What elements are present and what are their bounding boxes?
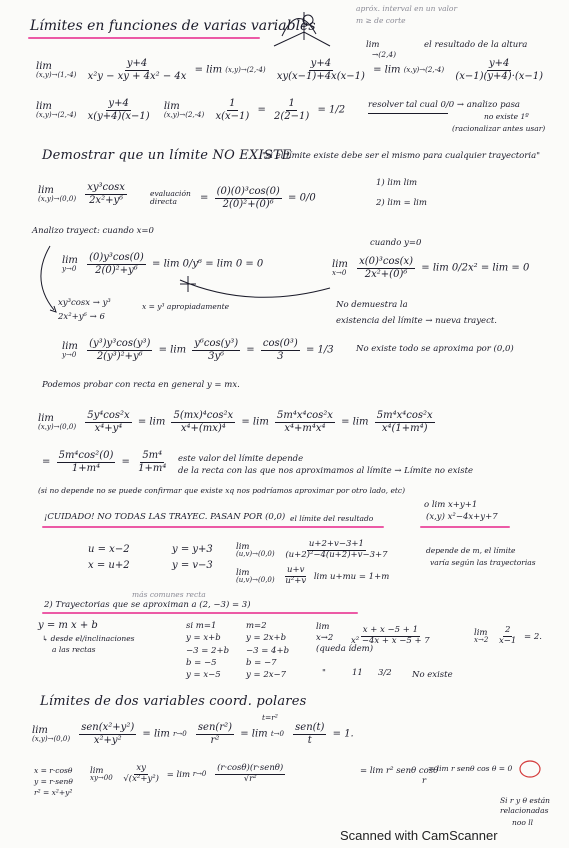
u2-eq: x = u+2 — [88, 560, 130, 571]
recta-comment1: este valor del límite depende — [178, 454, 304, 464]
trayect-col2: m=2 y = 2x+b −3 = 4+b b = −7 y = 2x−7 — [246, 621, 290, 681]
trayect-rectas: a las rectas — [52, 645, 96, 654]
arrow-note2: 2x²+y⁶ → 6 — [58, 312, 105, 322]
trayect-three-half: 3/2 — [378, 668, 392, 678]
noexiste-eval: lim (x,y)→(0,0) $\frac{\text{xy³cosx}}{\text{2x²+y⁶}}$ — [38, 182, 125, 206]
noexiste-quote: "si el límite existe debe ser el mismo para cualquier trayectoria" — [262, 151, 541, 161]
recta-lims: lim (x,y)→(0,0) $\frac{\text{5y⁴cos²x}}{\text{x⁴+y⁴}}$ = lim $\frac{\text{5(mx)⁴cos²x}}{\text{x⁴+(mx)⁴}}$ = lim $\frac{\text{5m⁴x⁴cos²x}}{\text{x⁴+m⁴x⁴}}$ = lim $\frac{\text{5m⁴x⁴cos²x}}{\text{x⁴(1+m⁴)}}$ — [38, 410, 433, 434]
list-1: 1) lim lim — [376, 178, 418, 188]
trayect-side-lim: lim x→2 $\frac{2}{x-1}$ = 2. — [474, 625, 542, 646]
cuidado-heading: ¡CUIDADO! NO TODAS LAS TRAYEC. PASAN POR (0,0) — [44, 512, 286, 522]
list-2: 2) lim = lim — [376, 198, 427, 208]
cuidado-heading2: el límite del resultado — [290, 514, 374, 523]
polares-side2: relacionadas — [500, 806, 549, 815]
traj-label: Analizo trayect: cuando x=0 — [32, 226, 154, 236]
circle-mark-icon — [520, 760, 544, 778]
eval-note: evaluación directa — [150, 189, 191, 207]
ex1-note2: no existe 1º — [484, 112, 529, 121]
no-demuestra: No demuestra la — [336, 300, 408, 310]
ex1-row2: lim (x,y)→(2,-4) $\frac{y+4}{x(y+4)(x-1)}$ lim (x,y)→(2,-4) $\frac{1}{x(x-1)}$ = $\frac{1}{2(2-1)}$ = 1/2 — [36, 98, 346, 122]
cuidado-side1: o lim x+y+1 — [424, 500, 478, 510]
trayect-no-existe: No existe — [412, 670, 453, 680]
recta-comment2: de la recta con las que nos aproximamos al límite → Límite no existe — [178, 466, 474, 476]
cuidado-lim2: lim (u,v)→(0,0) $\frac{u+v}{\text{u²+v}}$ lim u+mu = 1+m — [236, 565, 390, 586]
cuidado-side-underline — [420, 526, 510, 528]
v2-eq: y = v−3 — [172, 560, 213, 571]
polares-side3: noo ll — [512, 818, 534, 827]
ex1-row1: lim (x,y)→(1,-4) $\frac{y+4}{\text{x²y − xy + 4x² − 4x}}$ = lim (x,y)→(2,-4) $\frac{y+4}{xy(x-1)+4x(x-1)}$ = lim (x,y)→(2,-4) $\frac{y+4}{(x-1)(y+4)\cdot(x-1)}$ — [36, 58, 544, 82]
ex1-note1: resolver tal cual 0/0 → analizo pasa — [368, 100, 521, 110]
polares-heading: Límites de dos variables coord. polares — [40, 694, 307, 709]
traj2: lim x→0 $\frac{\text{x(0)³cos(x)}}{\text{2x²+(0)⁶}}$ = lim 0/2x² = lim = 0 — [332, 256, 530, 280]
trayect-top-note: más comunes recta — [132, 590, 206, 599]
surface-sketch-icon — [268, 6, 338, 52]
recta-note: (si no depende no se puede confirmar que existe xq nos podríamos aproximar por otro lado, etc) — [38, 486, 406, 495]
trayect-ii: 11 — [352, 668, 363, 678]
sust-note: x = y³ apropiadamente — [142, 302, 230, 311]
scanner-watermark: Scanned with CamScanner — [340, 828, 498, 843]
no-existe-note: No existe todo se aproxima por (0,0) — [356, 344, 514, 354]
polares-res-den: r — [422, 776, 427, 786]
ex1-note-underline — [368, 113, 448, 114]
top-note-2: m ≥ de corte — [356, 16, 406, 25]
trayect-col1: si m=1 y = x+b −3 = 2+b b = −5 y = x−5 — [186, 621, 230, 681]
polares-t-eq: t=r² — [262, 713, 278, 722]
u-eq: u = x−2 — [88, 544, 130, 555]
polares-side1: Si r y θ están — [500, 796, 551, 805]
polares-vars: x = r·cosθ y = r·senθ r² = x²+y² — [34, 766, 73, 797]
noexiste-heading: Demostrar que un límite NO EXISTE — [42, 148, 292, 163]
cuidado-side2: (x,y) x²−4x+y+7 — [426, 512, 498, 522]
top-note-3: lim — [366, 40, 380, 50]
v-eq: y = y+3 — [172, 544, 213, 555]
existencia: existencia del límite → nueva trayect. — [336, 316, 497, 326]
traj1: lim y→0 $\frac{\text{(0)y³cos(0)}}{\text{2(0)²+y⁶}}$ = lim 0/y⁶ = lim 0 = 0 — [62, 252, 264, 276]
trayect-yeq: y = m x + b — [38, 620, 98, 631]
cuando-y: cuando y=0 — [370, 238, 422, 248]
depende1: depende de m, el límite — [426, 546, 516, 555]
cuidado-lim1: lim (u,v)→(0,0) $\frac{u+2+v-3+1}{\text{(u+2)²−4(u+2)+v−3+7}}$ — [236, 539, 388, 560]
polares-final: = lim r senθ cos θ = 0 — [428, 764, 513, 773]
top-note-1: apróx. interval en un valor — [356, 4, 458, 13]
polares-lim1: lim (x,y)→(0,0) $\frac{\text{sen(x²+y²)}}{\text{x²+y²}}$ = lim r→0 $\frac{\text{sen(r²)}}{\text{r²}}$ = lim t→0 $\frac{\text{sen(t)}}{t}$ = 1. — [32, 722, 354, 746]
recta-heading: Podemos probar con recta en general y = mx. — [42, 380, 240, 390]
top-note-5: el resultado de la altura — [424, 40, 528, 50]
polares-res: = lim r² senθ cosθ — [360, 766, 439, 776]
polares-lim2: lim xy→00 $\frac{xy}{\text{√(x²+y²)}}$ = lim r→0 $\frac{\text{(r·cosθ)(r·senθ)}}{\text{√r²}}$ — [90, 763, 284, 784]
depende2: varía según las trayectorias — [430, 558, 536, 567]
cuidado-underline — [42, 526, 384, 528]
top-note-4: →(2,4) — [372, 50, 397, 59]
trayect-col3: lim x→2 (queda ídem) — [316, 622, 374, 655]
page-title: Límites en funciones de varias variables — [30, 18, 316, 34]
title-underline — [28, 37, 260, 39]
recta-result: = $\frac{\text{5m⁴cos²(0)}}{\text{1+m⁴}}$ = $\frac{\text{5m⁴}}{\text{1+m⁴}}$ — [42, 450, 167, 474]
trayect-ditto: " — [322, 668, 326, 678]
trayect-desde: ↳ desde el/inclinaciones — [42, 634, 135, 643]
trayect-heading: 2) Trayectorias que se aproximan a (2, −3) = 3) — [44, 600, 251, 610]
ex1-note3: (racionalizar antes usar) — [452, 124, 546, 133]
traj3: lim y→0 $\frac{\text{(y³)y³cos(y³)}}{\text{2(y³)²+y⁶}}$ = lim $\frac{\text{y⁶cos(y³)}}{\text{3y⁶}}$ = $\frac{\text{cos(0³)}}{3}$ = 1/3 — [62, 338, 334, 362]
eval-expr: = $\frac{\text{(0)(0)³cos(0)}}{\text{2(0)²+(0)⁶}}$ = 0/0 — [200, 186, 316, 210]
trayect-underline — [42, 612, 358, 614]
arrow-note1: xy³cosx → y³ — [58, 298, 111, 308]
trayect-col4: $\frac{x + x -5 + 1}{\text{x² −4x + x −5 + 7}}$ — [351, 625, 430, 646]
